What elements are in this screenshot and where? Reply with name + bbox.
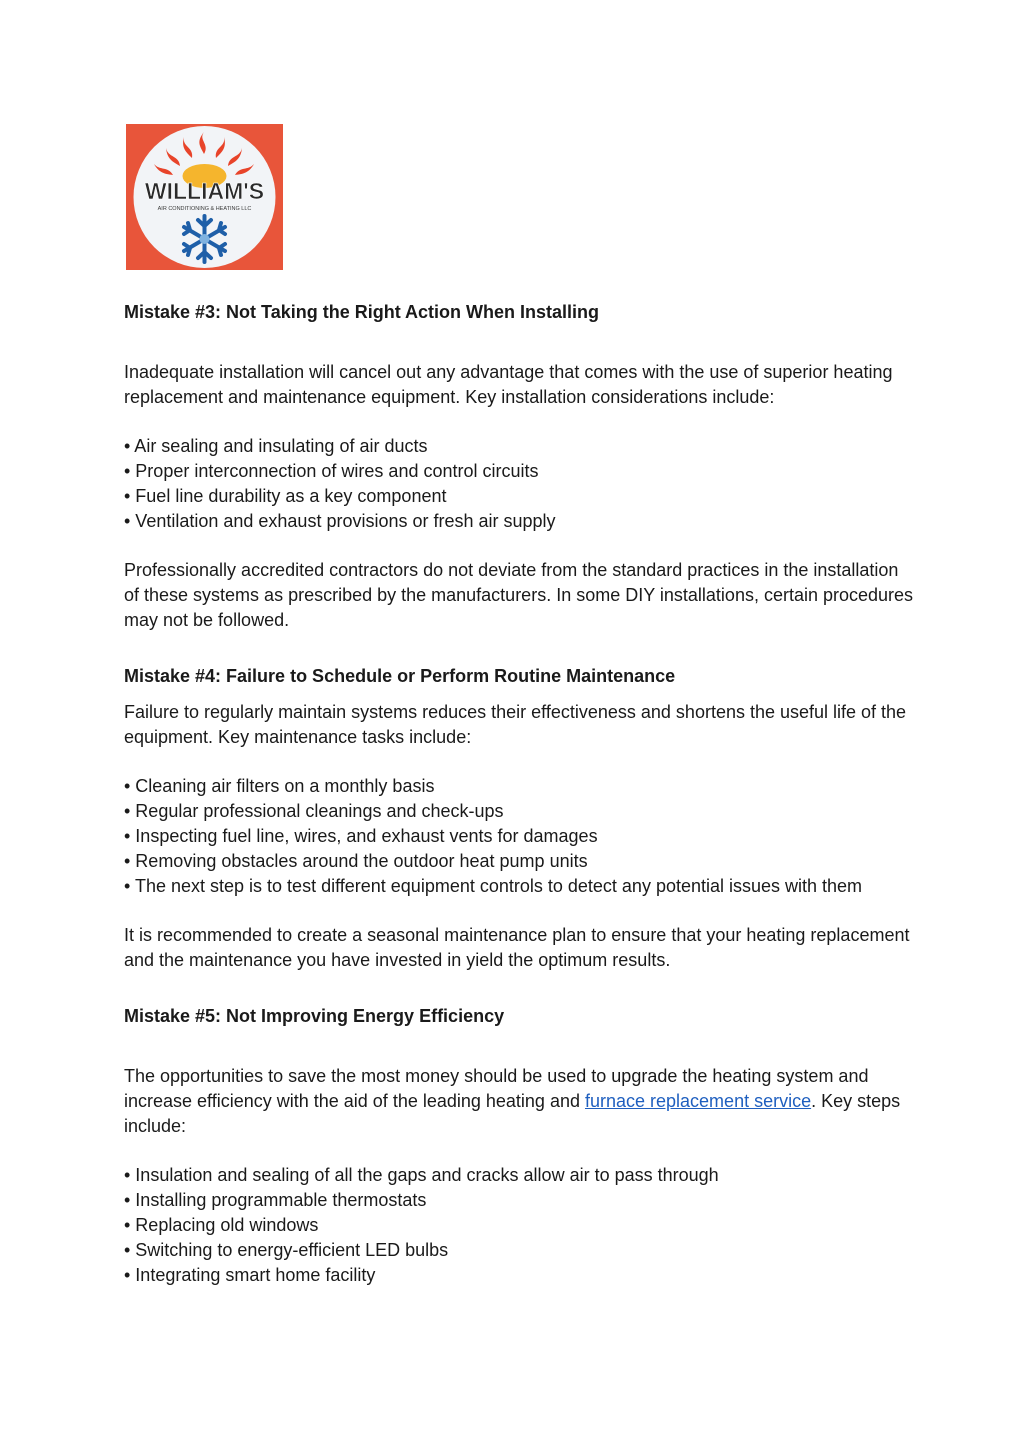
list-item: • Ventilation and exhaust provisions or fresh air supply: [124, 511, 556, 531]
list-item: • Inspecting fuel line, wires, and exhaust vents for damages: [124, 826, 598, 846]
section-intro-mistake-3: Inadequate installation will cancel out any advantage that comes with the use of superior heating replacement and maintenance equipment. Key installation considerations include:: [124, 362, 893, 407]
list-item: • Replacing old windows: [124, 1215, 319, 1235]
list-item: • Installing programmable thermostats: [124, 1190, 427, 1210]
section-heading-mistake-3: Mistake #3: Not Taking the Right Action When Installing: [124, 302, 600, 322]
section-heading-mistake-5: Mistake #5: Not Improving Energy Efficiency: [124, 1006, 505, 1026]
maintenance-tasks-list: [124, 774, 914, 899]
list-item: • Air sealing and insulating of air ducts: [124, 436, 428, 456]
section-closing-mistake-4: It is recommended to create a seasonal maintenance plan to ensure that your heating replacement and the maintenance you have invested in yield the optimum results.: [124, 925, 910, 970]
list-item: • Cleaning air filters on a monthly basis: [124, 776, 435, 796]
section-closing-mistake-3: Professionally accredited contractors do not deviate from the standard practices in the installation of these systems as prescribed by the manufacturers. In some DIY installations, certain procedures may not be followed.: [124, 560, 914, 630]
section-intro-mistake-4: Failure to regularly maintain systems reduces their effectiveness and shortens the useful life of the equipment. Key maintenance tasks include:: [124, 702, 907, 747]
list-item: • Regular professional cleanings and check-ups: [124, 801, 504, 821]
list-item: • Switching to energy-efficient LED bulbs: [124, 1240, 449, 1260]
snowflake-center: [200, 234, 210, 244]
section-heading-mistake-4: Mistake #4: Failure to Schedule or Perform Routine Maintenance: [124, 666, 676, 686]
section-intro-mistake-5: [124, 1064, 914, 1139]
list-item: • Proper interconnection of wires and control circuits: [124, 461, 539, 481]
energy-efficiency-steps-list: [124, 1163, 914, 1288]
company-logo: [126, 124, 283, 270]
list-item: • Removing obstacles around the outdoor heat pump units: [124, 851, 588, 871]
list-item: • Integrating smart home facility: [124, 1265, 376, 1285]
intro-text-after-link: . Key steps include:: [124, 1091, 901, 1136]
article-body: [124, 300, 914, 1288]
installation-considerations-list: [124, 434, 914, 534]
list-item: • Fuel line durability as a key component: [124, 486, 447, 506]
intro-text-before-link: The opportunities to save the most money should be used to upgrade the heating system and increase efficiency with the aid of the leading heating and: [124, 1066, 869, 1111]
list-item: • The next step is to test different equipment controls to detect any potential issues with them: [124, 876, 863, 896]
logo-subtitle-text: AIR CONDITIONING & HEATING LLC: [157, 206, 252, 212]
williams-logo-graphic: [126, 124, 283, 270]
furnace-replacement-service-link[interactable]: furnace replacement service: [584, 1091, 812, 1111]
logo-brand-text: WILLIAM'S: [144, 178, 265, 204]
list-item: • Insulation and sealing of all the gaps and cracks allow air to pass through: [124, 1165, 719, 1185]
